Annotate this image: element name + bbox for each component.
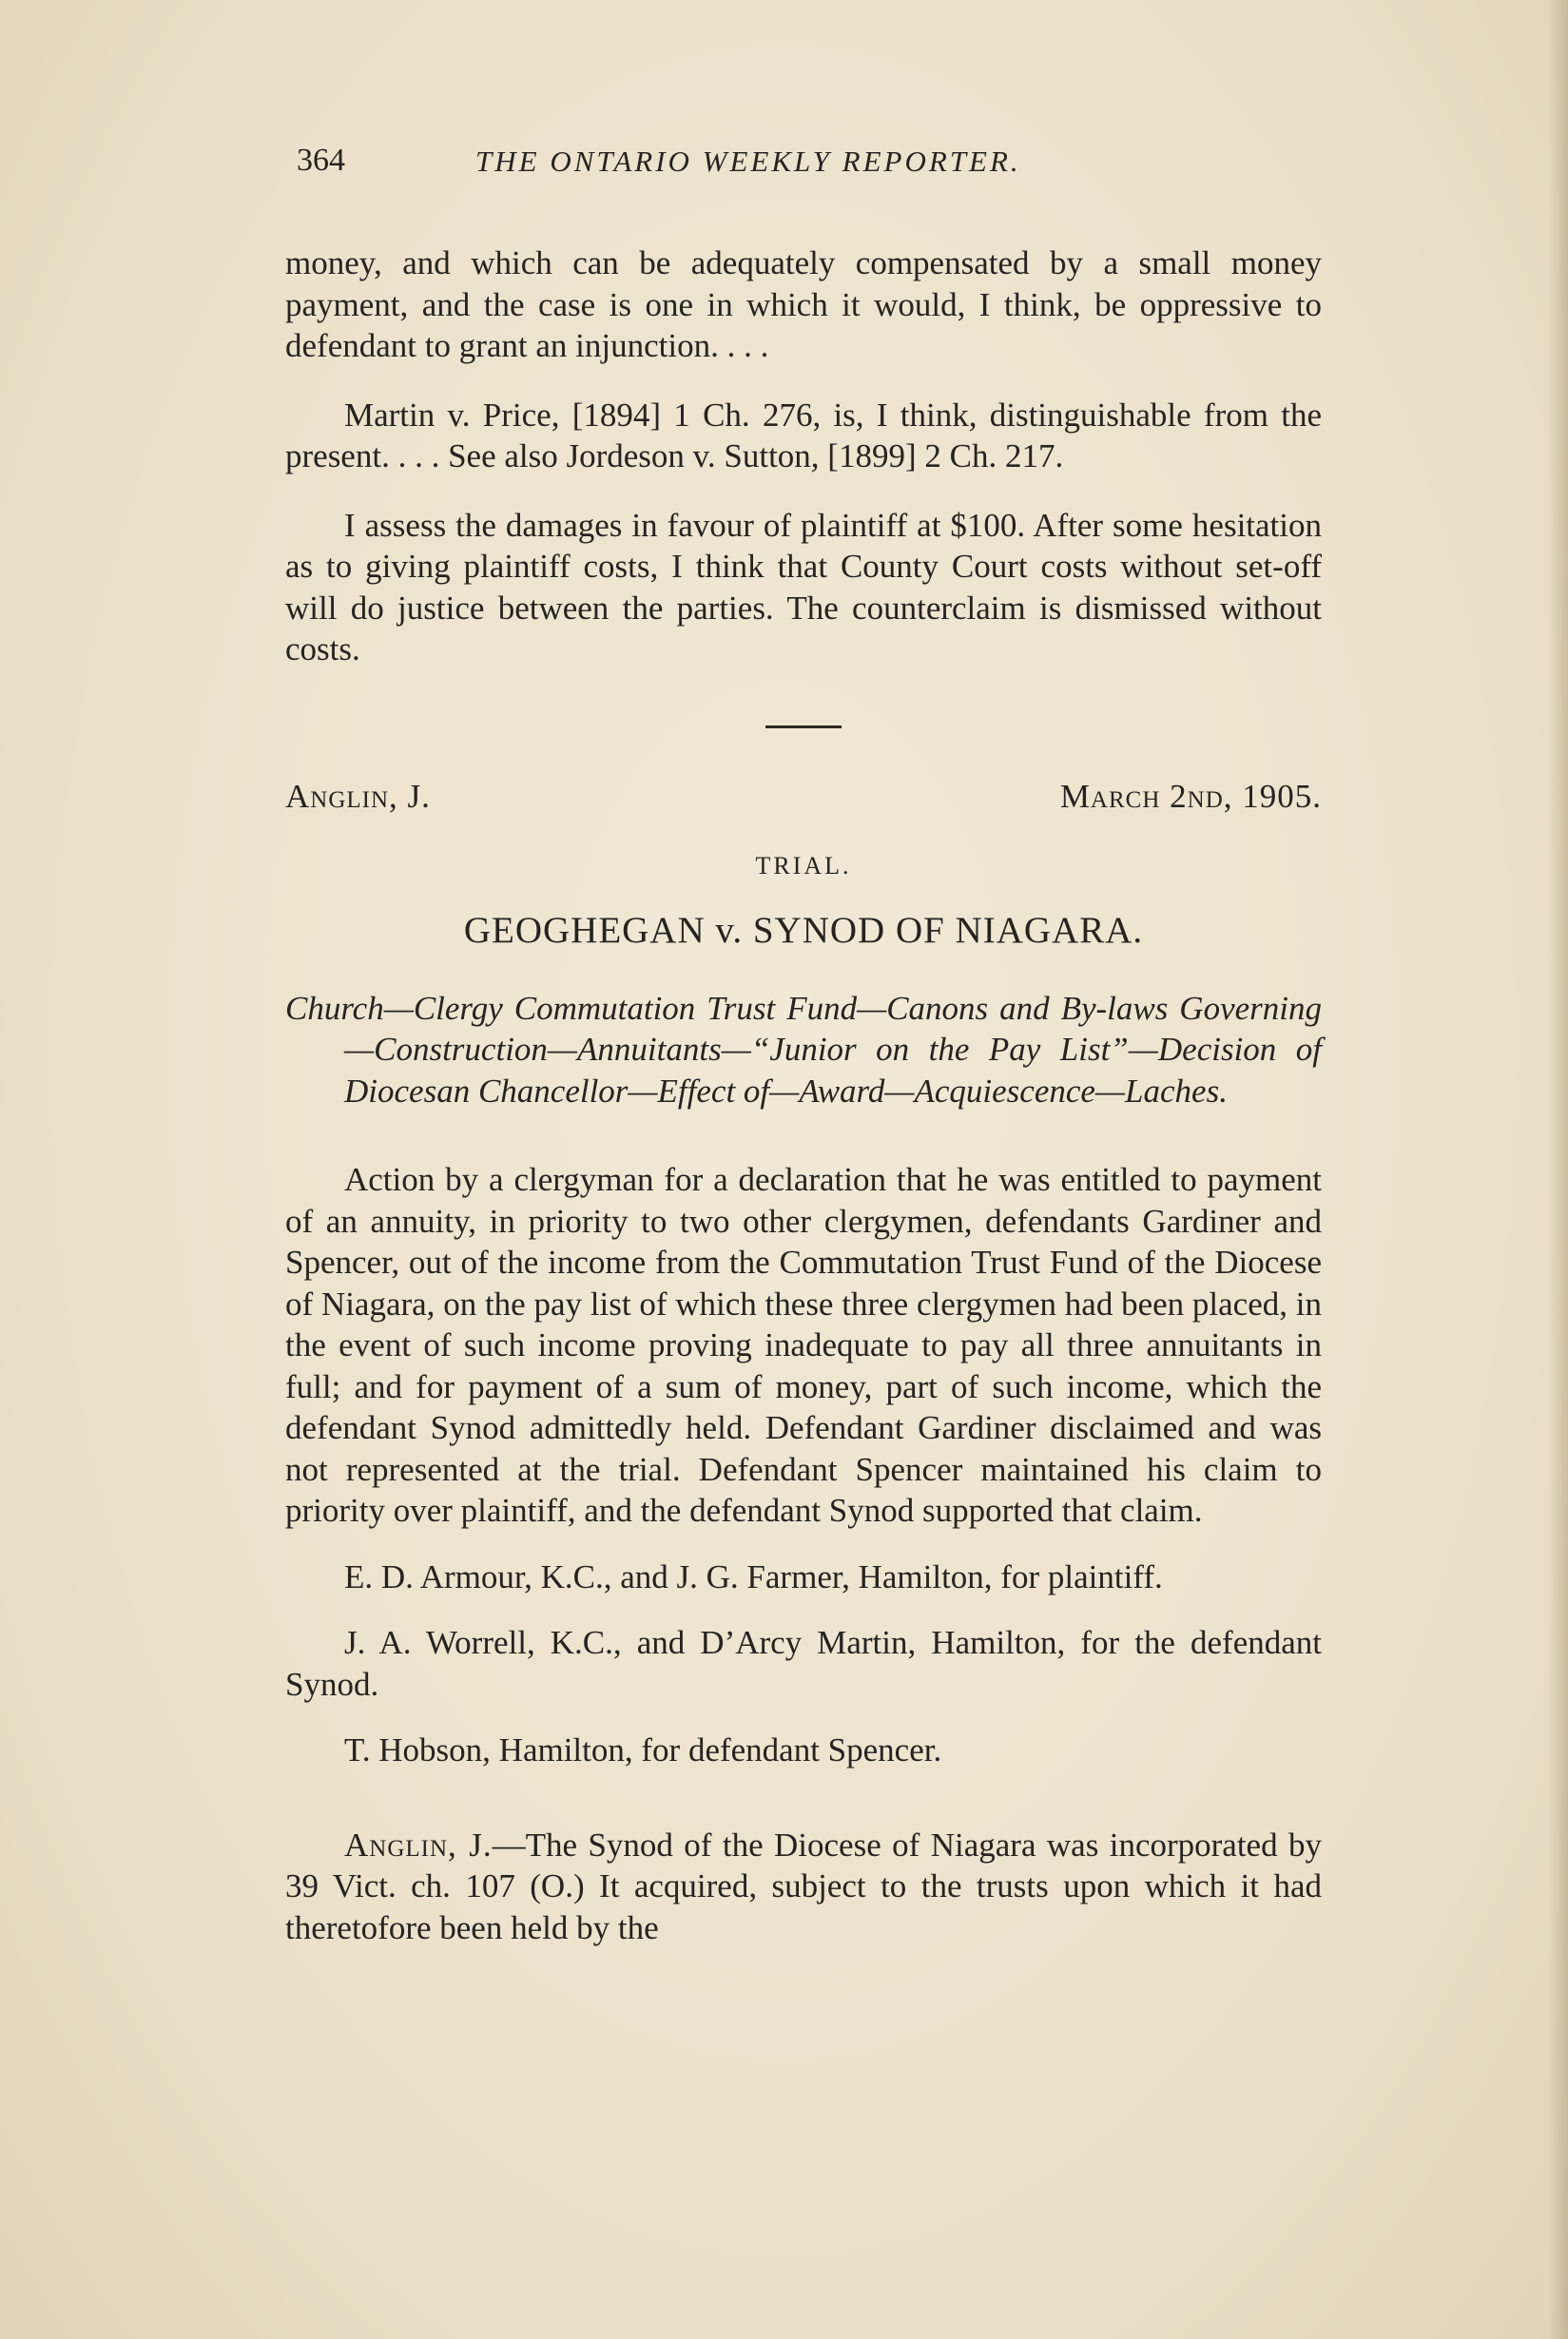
page-text <box>285 242 1322 1948</box>
case-byline <box>285 778 1322 816</box>
headnote: Church—Clergy Commutation Trust Fund—Canons and By-laws Governing—Construction—Annuitants—“Junior on the Pay List”—Decision of Diocesan Chancellor—Effect of—Award—Acquiescence—Laches. <box>285 989 1322 1110</box>
paragraph-judgment: I assess the damages in favour of plaintiff at $100. After some hesitation as to giving plaintiff costs, I think that County Court costs without set-off will do justice between the parties. The counterclaim is dismissed without costs. <box>285 506 1322 667</box>
opinion-paragraph <box>285 1825 1322 1949</box>
opinion-text: —The Synod of the Diocese of Niagara was incorporated by 39 Vict. ch. 107 (O.) It acquired, subject to the trusts upon which it had theretofore been held by the <box>285 1826 1323 1946</box>
counsel-synod: J. A. Worrell, K.C., and D’Arcy Martin, Hamilton, for the defendant Synod. <box>285 1624 1322 1703</box>
page-number: 364 <box>297 143 345 178</box>
running-title: THE ONTARIO WEEKLY REPORTER. <box>475 145 1021 178</box>
section-divider <box>765 725 842 728</box>
case-type: TRIAL. <box>755 851 852 880</box>
paragraph-citation: Martin v. Price, [1894] 1 Ch. 276, is, I think, distinguishable from the present. . . . See also Jordeson v. Sutton, [1899] 2 Ch. 217. <box>285 396 1322 474</box>
counsel-plaintiff: E. D. Armour, K.C., and J. G. Farmer, Hamilton, for plaintiff. <box>344 1557 1163 1595</box>
case-summary: Action by a clergyman for a declaration that he was entitled to payment of an annuity, in priority to two other clergymen, defendants Gardiner and Spencer, out of the income from the Commutation Trust Fund of the Diocese of Niagara, on the pay list of which these three clergymen had been placed, in the event of such income proving inadequate to pay all three annuitants in full; and for payment of a sum of money, part of such income, which the defendant Synod admittedly held. Defendant Gardiner disclaimed and was not represented at the trial. Defendant Spencer maintained his claim to priority over plaintiff, and the defendant Synod supported that claim. <box>285 1161 1322 1529</box>
judge-name: Anglin, J. <box>285 777 431 815</box>
counsel-spencer: T. Hobson, Hamilton, for defendant Spencer. <box>344 1731 942 1769</box>
paragraph-continued: money, and which can be adequately compensated by a small money payment, and the case is one in which it would, I think, be oppressive to defendant to grant an injunction. . . . <box>285 244 1322 364</box>
opinion-judge-name: Anglin, J. <box>344 1826 493 1864</box>
page-header <box>285 143 1322 200</box>
page-edge-shadow <box>1547 0 1568 2339</box>
case-name: GEOGHEGAN v. SYNOD OF NIAGARA. <box>463 909 1144 951</box>
decision-date: March 2nd, 1905. <box>1059 777 1322 815</box>
